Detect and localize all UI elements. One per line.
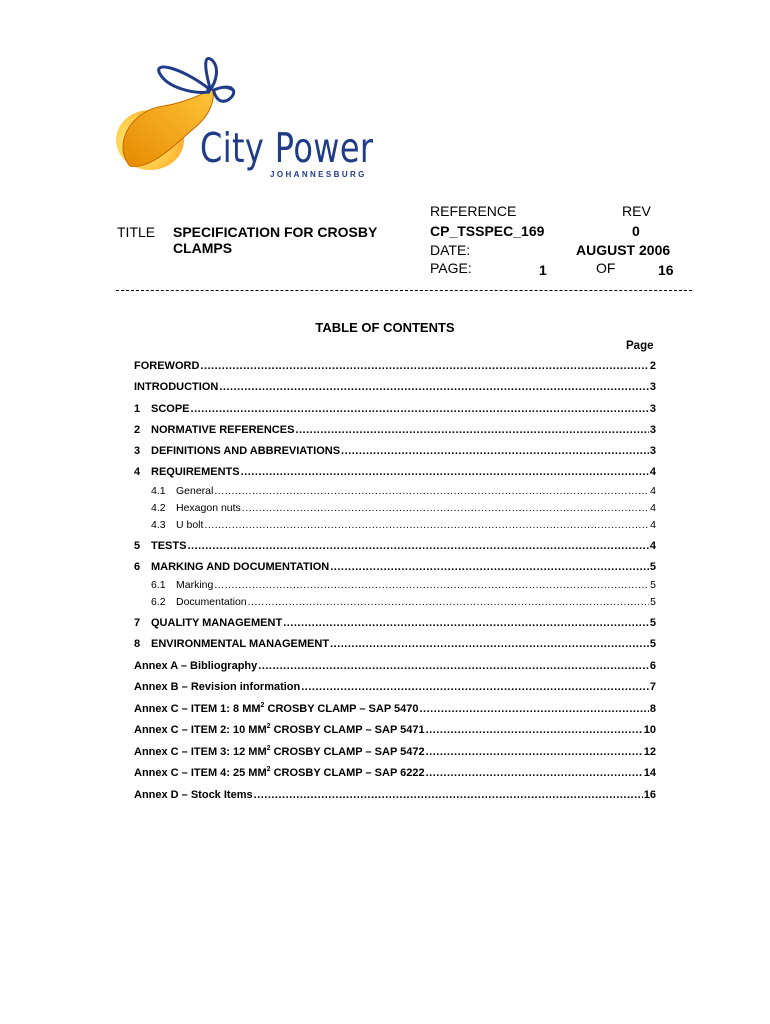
toc-entry-page: 4 [650, 502, 656, 514]
toc-title: TABLE OF CONTENTS [315, 320, 455, 335]
toc-leader [330, 638, 649, 650]
toc-leader [214, 485, 649, 497]
toc-entry-page: 5 [650, 579, 656, 591]
toc-entry-number: 7 [134, 617, 141, 629]
toc-entry-text: Annex A – Bibliography [134, 660, 258, 672]
toc-entry-number: 4.3 [151, 519, 166, 531]
toc-entry-page: 2 [649, 360, 656, 372]
toc-entry-number: 6.2 [151, 596, 166, 608]
toc-entry-text: REQUIREMENTS [151, 466, 240, 478]
rev-label: REV [622, 203, 651, 219]
toc-leader [283, 617, 649, 629]
toc-entry-general[interactable] [151, 485, 656, 497]
toc-entry-text: Annex C – ITEM 1: 8 $MM^2$ CROSBY CLAMP – SAP 5470 [134, 702, 419, 715]
toc-entry-page: 7 [649, 681, 656, 693]
toc-leader [330, 561, 649, 573]
toc-entry-text: INTRODUCTION [134, 381, 219, 393]
toc-entry-text: Documentation [176, 596, 247, 608]
toc-entry-text: U bolt [176, 519, 204, 531]
title-label: TITLE [117, 224, 156, 240]
date-value: AUGUST 2006 [576, 242, 671, 258]
reference-value: CP_TSSPEC_169 [430, 223, 545, 239]
toc-leader [258, 660, 649, 672]
toc-entry-page: 12 [643, 746, 656, 758]
toc-entry-text: Hexagon nuts [176, 502, 241, 514]
toc-entry-number: 8 [134, 638, 141, 650]
header-divider [116, 290, 692, 291]
toc-page-header: Page [626, 340, 654, 352]
toc-entry-text: Marking [176, 579, 214, 591]
toc-entry-text: ENVIRONMENTAL MANAGEMENT [151, 638, 330, 650]
toc-leader [219, 381, 649, 393]
toc-leader [426, 724, 643, 736]
toc-entry-page: 5 [649, 617, 656, 629]
toc-entry-text: DEFINITIONS AND ABBREVIATIONS [151, 445, 341, 457]
toc-entry-page: 6 [649, 660, 656, 672]
toc-entry-annex-c-item-3[interactable] [134, 746, 656, 758]
toc-leader [200, 360, 648, 372]
date-label: DATE: [430, 242, 471, 258]
toc-leader [301, 681, 649, 693]
toc-entry-environmental-management[interactable] [134, 638, 656, 650]
toc-entry-number: 6.1 [151, 579, 166, 591]
toc-entry-text: QUALITY MANAGEMENT [151, 617, 283, 629]
toc-leader [241, 466, 649, 478]
toc-leader [187, 540, 648, 552]
toc-entry-annex-a[interactable] [134, 660, 656, 672]
toc-entry-requirements[interactable] [134, 466, 656, 478]
toc-leader [295, 424, 648, 436]
toc-leader [420, 703, 649, 715]
toc-entry-number: 6 [134, 561, 141, 573]
toc-entry-page: 4 [649, 540, 656, 552]
title-line-1: SPECIFICATION FOR CROSBY [173, 224, 378, 240]
toc-entry-number: 5 [134, 540, 141, 552]
of-value: 16 [658, 262, 674, 278]
toc-entry-marking[interactable] [151, 579, 656, 591]
toc-entry-page: 14 [643, 767, 656, 779]
toc-entry-page: 3 [649, 445, 656, 457]
toc-entry-text: Annex C – ITEM 2: 10 $MM^2$ CROSBY CLAMP – SAP 5471 [134, 723, 425, 736]
toc-entry-text: Annex C – ITEM 3: 12 $MM^2$ CROSBY CLAMP – SAP 5472 [134, 745, 425, 758]
toc-leader [191, 403, 649, 415]
toc-entry-normative-references[interactable] [134, 424, 656, 436]
toc-entry-page: 5 [650, 596, 656, 608]
toc-entry-page: 3 [649, 424, 656, 436]
toc-entry-text: NORMATIVE REFERENCES [151, 424, 295, 436]
toc-leader [248, 596, 650, 608]
toc-entry-number: 4.2 [151, 502, 166, 514]
toc-entry-number: 3 [134, 445, 141, 457]
toc-leader [341, 445, 649, 457]
toc-leader [214, 579, 649, 591]
logo-subtitle: JOHANNESBURG [270, 170, 367, 179]
toc-entry-page: 5 [649, 638, 656, 650]
toc-entry-scope[interactable] [134, 403, 656, 415]
reference-label: REFERENCE [430, 203, 517, 219]
toc-entry-number: 2 [134, 424, 141, 436]
toc-entry-u-bolt[interactable] [151, 519, 656, 531]
toc-entry-page: 4 [649, 466, 656, 478]
toc-leader [426, 746, 643, 758]
title-line-2: CLAMPS [173, 240, 233, 256]
toc-entry-page: 8 [649, 703, 656, 715]
of-label: OF [596, 260, 616, 276]
toc-entry-annex-c-item-2[interactable] [134, 724, 656, 736]
toc-entry-page: 4 [650, 485, 656, 497]
toc-entry-annex-d[interactable] [134, 789, 656, 801]
toc-entry-annex-c-item-4[interactable] [134, 767, 656, 779]
city-power-logo [112, 48, 372, 188]
page-value: 1 [539, 262, 547, 278]
toc-entry-foreword[interactable] [134, 360, 656, 372]
toc-entry-page: 3 [649, 403, 656, 415]
toc-entry-number: 1 [134, 403, 141, 415]
toc-entry-annex-c-item-1[interactable] [134, 703, 656, 715]
toc-entry-text: Annex C – ITEM 4: 25 $MM^2$ CROSBY CLAMP – SAP 6222 [134, 766, 425, 779]
toc-entry-quality-management[interactable] [134, 617, 656, 629]
rev-value: 0 [632, 223, 640, 239]
toc-entry-text: FOREWORD [134, 360, 200, 372]
toc-entry-introduction[interactable] [134, 381, 656, 393]
toc-leader [254, 789, 643, 801]
toc-entry-text: Annex B – Revision information [134, 681, 301, 693]
toc-leader [204, 519, 649, 531]
toc-entry-text: TESTS [151, 540, 187, 552]
toc-entry-definitions[interactable] [134, 445, 656, 457]
toc-entry-hexagon-nuts[interactable] [151, 502, 656, 514]
toc-entry-page: 16 [643, 789, 656, 801]
toc-entry-tests[interactable] [134, 540, 656, 552]
logo-wordmark: City Power [200, 124, 374, 172]
toc-entry-number: 4 [134, 466, 141, 478]
toc-entry-page: 5 [649, 561, 656, 573]
toc-entry-page: 10 [643, 724, 656, 736]
toc-leader [242, 502, 649, 514]
toc-entry-marking-documentation[interactable] [134, 561, 656, 573]
toc-entry-number: 4.1 [151, 485, 166, 497]
toc-entry-annex-b[interactable] [134, 681, 656, 693]
toc-entry-text: SCOPE [151, 403, 190, 415]
page-label: PAGE: [430, 260, 472, 276]
toc-entry-page: 3 [649, 381, 656, 393]
toc-entry-page: 4 [650, 519, 656, 531]
toc-entry-text: MARKING AND DOCUMENTATION [151, 561, 330, 573]
toc-leader [426, 767, 643, 779]
toc-entry-text: Annex D – Stock Items [134, 789, 253, 801]
toc-entry-text: General [176, 485, 214, 497]
toc-entry-documentation[interactable] [151, 596, 656, 608]
